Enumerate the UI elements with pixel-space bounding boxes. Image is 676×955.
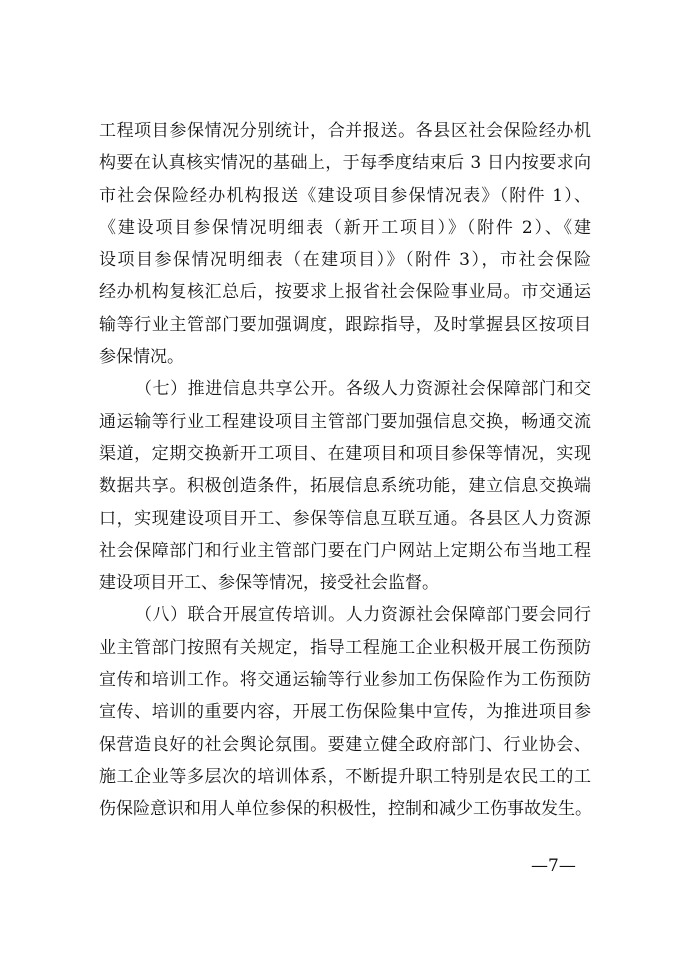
- text-line: 伤保险意识和用人单位参保的积极性，控制和减少工伤事故发生。: [99, 799, 592, 820]
- text-line: 宣传和培训工作。将交通运输等行业参加工伤保险作为工伤预防: [99, 670, 591, 691]
- text-line: 参保情况。: [99, 347, 184, 368]
- text-line: 口，实现建设项目开工、参保等信息互联互通。各县区人力资源: [99, 508, 591, 529]
- text-line: 施工企业等多层次的培训体系，不断提升职工特别是农民工的工: [99, 766, 591, 787]
- text-line: 工程项目参保情况分别统计，合并报送。各县区社会保险经办机: [99, 121, 591, 141]
- text-line: 设项目参保情况明细表（在建项目）》（附件 3），市社会保险: [99, 250, 591, 271]
- text-line: 建设项目开工、参保等情况，接受社会监督。: [99, 573, 439, 594]
- text-line: 输等行业主管部门要加强调度，跟踪指导，及时掌握县区按项目: [99, 314, 591, 335]
- text-line: 通运输等行业工程建设项目主管部门要加强信息交换，畅通交流: [99, 411, 591, 432]
- text-line: 业主管部门按照有关规定，指导工程施工企业积极开展工伤预防: [99, 637, 591, 658]
- body-text: [99, 115, 591, 826]
- text-line: 经办机构复核汇总后，按要求上报省社会保险事业局。市交通运: [99, 282, 591, 303]
- text-line: （八）联合开展宣传培训。人力资源社会保障部门要会同行: [135, 605, 591, 626]
- text-line: 社会保障部门和行业主管部门要在门户网站上定期公布当地工程: [99, 540, 591, 561]
- paragraph-info-sharing: [99, 373, 591, 599]
- paragraph-continuation: [99, 115, 591, 373]
- text-line: 数据共享。积极创造条件，拓展信息系统功能，建立信息交换端: [99, 476, 591, 497]
- text-line: （七）推进信息共享公开。各级人力资源社会保障部门和交: [135, 379, 591, 400]
- text-line: 市社会保险经办机构报送《建设项目参保情况表》（附件 1）、: [99, 185, 591, 206]
- text-line: 保营造良好的社会舆论氛围。要建立健全政府部门、行业协会、: [99, 734, 591, 755]
- paragraph-training: [99, 599, 591, 825]
- page-number: —7—: [531, 856, 576, 876]
- text-line: 宣传、培训的重要内容，开展工伤保险集中宣传，为推进项目参: [99, 702, 591, 723]
- text-line: 渠道，定期交换新开工项目、在建项目和项目参保等情况，实现: [99, 443, 591, 464]
- text-line: 《建设项目参保情况明细表（新开工项目）》（附件 2）、《建: [99, 217, 591, 238]
- text-line: 构要在认真核实情况的基础上，于每季度结束后 3 日内按要求向: [99, 153, 591, 174]
